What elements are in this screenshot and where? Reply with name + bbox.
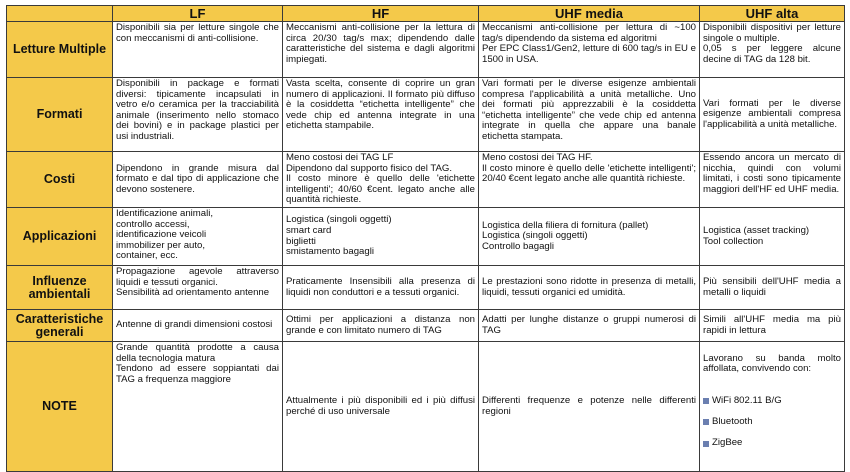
cell-costi-lf: Dipendono in grande misura dal formato e dal tipo di applicazione che devono sostenere. [113, 152, 283, 208]
note-uhf-alta-text: Lavorano su banda molto affollata, convivendo con: [703, 352, 841, 375]
cell-costi-uhf-alta: Essendo ancora un mercato di nicchia, quindi con volumi limitati, i costi sono tipicamente maggiori dell'HF ed UHF media. [700, 152, 845, 208]
cell-caratteristiche-lf: Antenne di grandi dimensioni costosi [113, 310, 283, 342]
cell-letture-lf: Disponibili sia per letture singole che con meccanismi di anti-collisione. [113, 22, 283, 78]
cell-formati-uhf-alta: Vari formati per le diverse esigenze ambientali compresa l'applicabilità a unità metalliche. [700, 78, 845, 152]
row-header-influenze-ambientali: Influenze ambientali [7, 266, 113, 310]
cell-applicazioni-hf: Logistica (singoli oggetti) smart card biglietti smistamento bagagli [283, 208, 479, 266]
cell-letture-hf: Meccanismi anti-collisione per la lettura di circa 20/30 tag/s max; dipendendo dalle caratteristiche del sistema e dagli algoritmi impiegati. [283, 22, 479, 78]
cell-applicazioni-uhf-alta: Logistica (asset tracking) Tool collection [700, 208, 845, 266]
row-letture-multiple [7, 22, 845, 78]
cell-note-uhf-alta [700, 342, 845, 472]
cell-note-hf: Attualmente i più disponibili ed i più diffusi perché di uso universale [283, 342, 479, 472]
row-note [7, 342, 845, 472]
cell-influenze-uhf-alta: Più sensibili dell'UHF media a metalli o liquidi [700, 266, 845, 310]
cell-formati-hf: Vasta scelta, consente di coprire un gran numero di applicazioni. Il formato più diffuso è la cosiddetta “etichetta intelligente” che vede chip ed antenna integrate in una etichetta stampabile. [283, 78, 479, 152]
note-bullet-text: Bluetooth [712, 416, 753, 428]
cell-caratteristiche-uhf-alta: Simili all'UHF media ma più rapidi in lettura [700, 310, 845, 342]
row-costi [7, 152, 845, 208]
square-bullet-icon [703, 419, 709, 425]
note-bullet-text: WiFi 802.11 B/G [712, 394, 782, 406]
row-header-letture-multiple: Letture Multiple [7, 22, 113, 78]
cell-formati-uhf-media: Vari formati per le diverse esigenze ambientali compresa l'applicabilità a unità metalliche. Uno dei formati più apprezzabili è la cosiddetta “etichetta intelligente” che vede chip ed antenna integrate in quella che appare una banale etichetta stampata. [479, 78, 700, 152]
row-header-note: NOTE [7, 342, 113, 472]
cell-influenze-hf: Praticamente Insensibili alla presenza di liquidi non conduttori e a tessuti organici. [283, 266, 479, 310]
cell-costi-uhf-media: Meno costosi dei TAG HF. Il costo minore è quello delle 'etichette intelligenti'; 20/40 €cent legato anche alle quantità richieste. [479, 152, 700, 208]
note-bullet-item [703, 396, 841, 407]
row-header-applicazioni: Applicazioni [7, 208, 113, 266]
row-formati [7, 78, 845, 152]
cell-note-uhf-media: Differenti frequenze e potenze nelle differenti regioni [479, 342, 700, 472]
row-header-formati: Formati [7, 78, 113, 152]
note-bullet-item [703, 417, 841, 428]
column-header-uhf-alta: UHF alta [700, 6, 845, 22]
cell-applicazioni-lf: Identificazione animali, controllo accessi, identificazione veicoli immobilizer per auto, container, ecc. [113, 208, 283, 266]
row-caratteristiche-generali [7, 310, 845, 342]
row-header-costi: Costi [7, 152, 113, 208]
cell-formati-lf: Disponibili in package e formati diversi: tipicamente incapsulati in vetro e/o ceramica per la tracciabilità animale (inserimento nello stomaco dei bovini) e in package plastici per usi industriali. [113, 78, 283, 152]
cell-letture-uhf-alta: Disponibili dispositivi per letture singole o multiple. 0,05 s per leggere alcune decine di TAG da 128 bit. [700, 22, 845, 78]
cell-caratteristiche-uhf-media: Adatti per lunghe distanze o gruppi numerosi di TAG [479, 310, 700, 342]
row-influenze-ambientali [7, 266, 845, 310]
cell-applicazioni-uhf-media: Logistica della filiera di fornitura (pallet) Logistica (singoli oggetti) Controllo bagagli [479, 208, 700, 266]
cell-costi-hf: Meno costosi dei TAG LF Dipendono dal supporto fisico del TAG. Il costo minore è quello delle 'etichette intelligenti'; 40/60 €cent. legato anche alle quantità richieste. [283, 152, 479, 208]
cell-note-lf: Grande quantità prodotte a causa della tecnologia matura Tendono ad essere soppiantati dai TAG a frequenza maggiore [113, 342, 283, 472]
header-row [7, 6, 845, 22]
header-corner [7, 6, 113, 22]
cell-letture-uhf-media: Meccanismi anti-collisione per lettura di ~100 tag/s dipendendo da sistema ed algoritmi Per EPC Class1/Gen2, letture di 600 tag/s in EU e 1500 in USA. [479, 22, 700, 78]
square-bullet-icon [703, 441, 709, 447]
column-header-hf: HF [283, 6, 479, 22]
cell-caratteristiche-hf: Ottimi per applicazioni a distanza non grande e con limitato numero di TAG [283, 310, 479, 342]
column-header-lf: LF [113, 6, 283, 22]
note-bullet-list [703, 385, 841, 459]
rfid-comparison-table [6, 5, 845, 472]
row-applicazioni [7, 208, 845, 266]
note-bullet-text: ZigBee [712, 437, 743, 449]
column-header-uhf-media: UHF media [479, 6, 700, 22]
note-bullet-item [703, 438, 841, 449]
cell-influenze-lf: Propagazione agevole attraverso liquidi e tessuti organici. Sensibilità ad orientamento antenne [113, 266, 283, 310]
row-header-caratteristiche-generali: Caratteristiche generali [7, 310, 113, 342]
cell-influenze-uhf-media: Le prestazioni sono ridotte in presenza di metalli, liquidi, tessuti organici ed umidità. [479, 266, 700, 310]
square-bullet-icon [703, 398, 709, 404]
